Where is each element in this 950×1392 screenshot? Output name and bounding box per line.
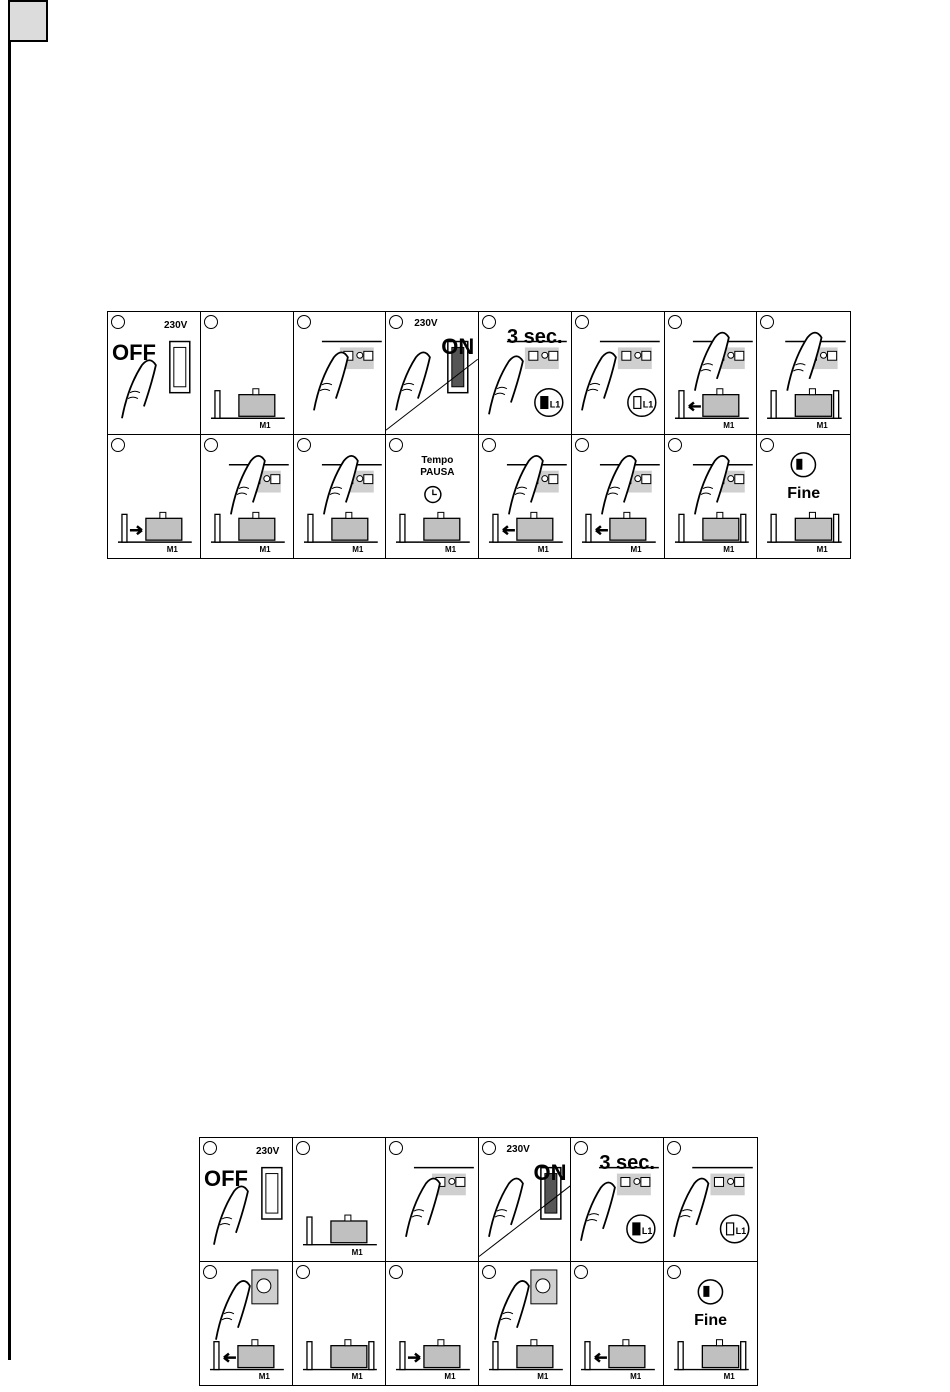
step-marker-icon	[482, 315, 496, 329]
diagram1-step-13	[479, 435, 572, 558]
step-marker-icon	[389, 1265, 403, 1279]
motor-label: M1	[351, 1247, 363, 1257]
diagram2-step-11	[571, 1262, 664, 1386]
diagram2-step-7	[200, 1262, 293, 1386]
step-marker-icon	[574, 1265, 588, 1279]
diagram1-step-11	[294, 435, 387, 558]
step-marker-icon	[482, 1141, 496, 1155]
diagram2-step-5	[571, 1138, 664, 1262]
step-illustration	[572, 435, 664, 558]
motor-label: M1	[630, 545, 642, 554]
pause-time-label	[420, 455, 454, 479]
step-illustration	[479, 1138, 571, 1261]
diagram1-step-1	[108, 312, 201, 435]
step-marker-icon	[668, 438, 682, 452]
step-illustration	[200, 1262, 292, 1386]
diagram1-step-4	[386, 312, 479, 435]
step-marker-icon	[204, 315, 218, 329]
step-marker-icon	[482, 1265, 496, 1279]
step-marker-icon	[297, 315, 311, 329]
motor-label: M1	[723, 421, 735, 430]
diagram1-step-7	[665, 312, 758, 435]
tempo-label: Tempo	[421, 455, 454, 466]
motor-label: M1	[816, 545, 828, 554]
motor-label: M1	[444, 1372, 456, 1381]
step-illustration	[294, 312, 386, 434]
motor-label: M1	[259, 421, 271, 430]
step-illustration	[571, 1262, 663, 1386]
step-illustration	[386, 435, 478, 558]
step-marker-icon	[482, 438, 496, 452]
motor-label: M1	[630, 1372, 642, 1381]
step-illustration	[294, 435, 386, 558]
step-marker-icon	[668, 315, 682, 329]
motor-label: M1	[166, 545, 178, 554]
three_sec-label: 3 sec.	[599, 1152, 655, 1174]
diagram2-step-8	[293, 1262, 386, 1386]
off-label: OFF	[112, 340, 156, 365]
step-illustration	[664, 1138, 757, 1261]
motor-label: M1	[537, 545, 549, 554]
step-marker-icon	[575, 315, 589, 329]
on-label: ON	[533, 1160, 567, 1185]
step-illustration	[757, 312, 850, 434]
diagram2-step-9	[386, 1262, 479, 1386]
step-illustration	[386, 1138, 478, 1261]
step-illustration	[293, 1138, 385, 1261]
voltage-label: 230V	[164, 320, 188, 331]
diagram1-step-9	[108, 435, 201, 558]
diagram1-step-3	[294, 312, 387, 435]
pausa-label: PAUSA	[420, 467, 455, 478]
svg-text:L1: L1	[642, 1225, 653, 1236]
diagram2-step-1	[200, 1138, 293, 1262]
motor-label: M1	[537, 1372, 549, 1381]
step-marker-icon	[389, 1141, 403, 1155]
step-illustration	[201, 312, 293, 434]
motor-label: M1	[258, 1372, 270, 1381]
step-marker-icon	[575, 438, 589, 452]
motor-label: M1	[723, 545, 735, 554]
motor-label: M1	[351, 1372, 363, 1381]
step-illustration	[665, 312, 757, 434]
voltage-label: 230V	[256, 1146, 280, 1157]
programming-diagram-1	[107, 311, 851, 559]
diagram1-step-8	[757, 312, 850, 435]
diagram1-step-10	[201, 435, 294, 558]
step-illustration	[479, 435, 571, 558]
fine-label: Fine	[694, 1311, 728, 1329]
diagram2-step-4	[479, 1138, 572, 1262]
step-illustration	[386, 1262, 478, 1386]
svg-text:L1: L1	[549, 399, 561, 410]
step-illustration	[386, 312, 478, 434]
diagram1-step-2	[201, 312, 294, 435]
step-marker-icon	[203, 1141, 217, 1155]
on-label: ON	[441, 334, 475, 359]
voltage-label: 230V	[414, 318, 438, 329]
step-marker-icon	[204, 438, 218, 452]
off-label: OFF	[204, 1166, 248, 1191]
diagram1-step-15	[665, 435, 758, 558]
step-illustration	[201, 435, 293, 558]
diagram1-step-6	[572, 312, 665, 435]
motor-label: M1	[723, 1372, 735, 1381]
step-marker-icon	[667, 1265, 681, 1279]
programming-diagram-2	[199, 1137, 758, 1386]
step-marker-icon	[296, 1141, 310, 1155]
step-marker-icon	[111, 438, 125, 452]
diagram2-step-6	[664, 1138, 757, 1262]
step-marker-icon	[297, 438, 311, 452]
motor-label: M1	[444, 545, 457, 554]
step-illustration	[293, 1262, 385, 1386]
diagram1-step-12	[386, 435, 479, 558]
diagram1-step-14	[572, 435, 665, 558]
diagram2-step-12	[664, 1262, 757, 1386]
step-marker-icon	[296, 1265, 310, 1279]
page-margin-line	[8, 0, 11, 1360]
diagram2-step-3	[386, 1138, 479, 1262]
step-illustration	[108, 435, 200, 558]
step-illustration	[479, 1262, 571, 1386]
page-corner-box	[8, 0, 48, 42]
fine-label: Fine	[787, 485, 821, 502]
svg-text:L1: L1	[642, 399, 654, 410]
diagram1-step-5	[479, 312, 572, 435]
diagram1-step-16	[757, 435, 850, 558]
step-marker-icon	[111, 315, 125, 329]
step-illustration	[665, 435, 757, 558]
svg-text:L1: L1	[735, 1225, 747, 1236]
step-marker-icon	[203, 1265, 217, 1279]
three_sec-label: 3 sec.	[507, 326, 563, 348]
voltage-label: 230V	[506, 1144, 530, 1155]
diagram2-step-10	[479, 1262, 572, 1386]
motor-label: M1	[259, 545, 271, 554]
diagram2-step-2	[293, 1138, 386, 1262]
motor-label: M1	[352, 545, 364, 554]
step-illustration	[572, 312, 664, 434]
motor-label: M1	[816, 421, 828, 430]
